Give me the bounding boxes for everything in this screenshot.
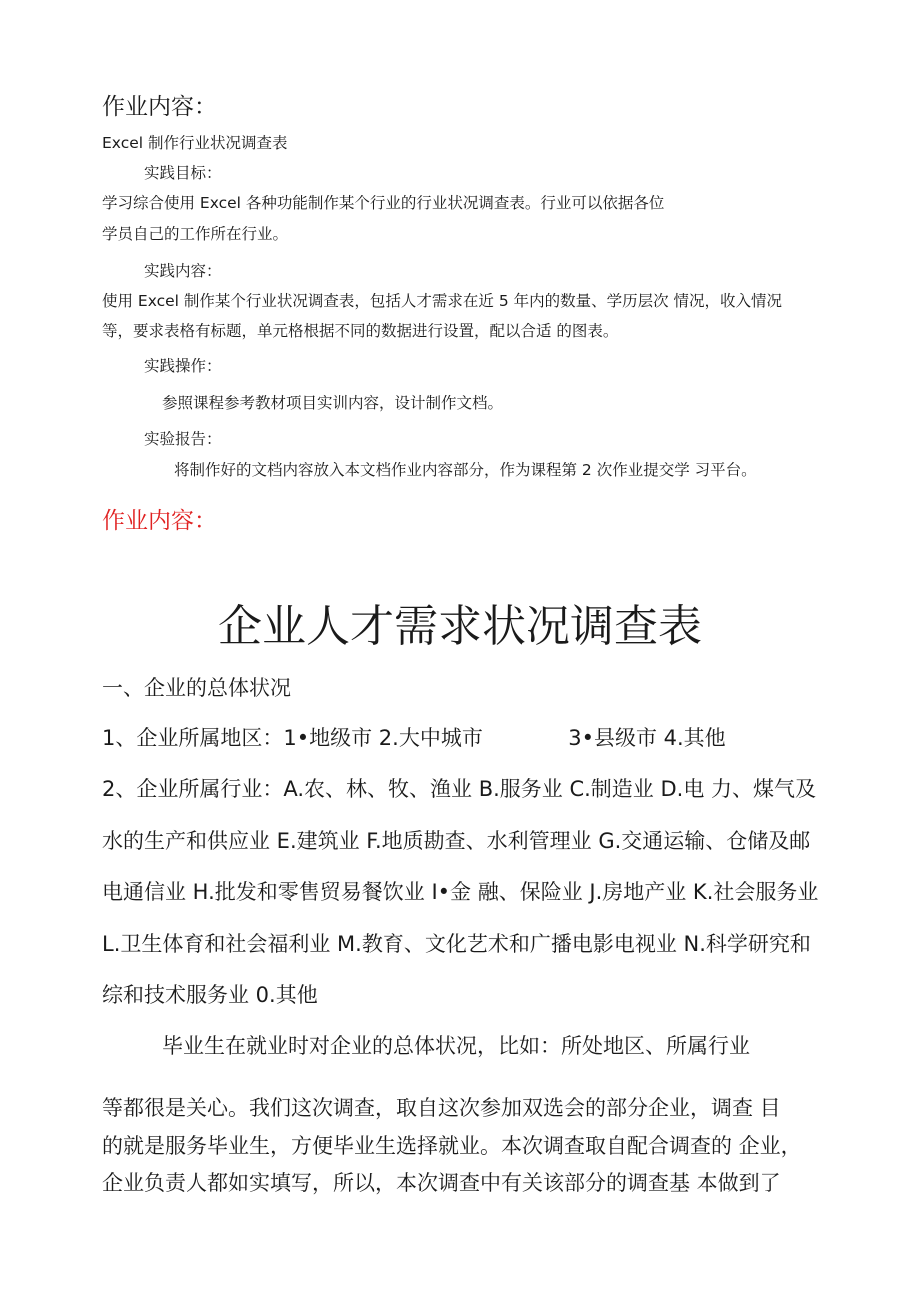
report-text: 将制作好的文档内容放入本文档作业内容部分，作为课程第 2 次作业提交学 习平台。 — [174, 461, 757, 479]
report-label: 实验报告： — [144, 430, 222, 448]
question-1-region — [102, 722, 726, 752]
assignment-heading: 作业内容： — [102, 94, 217, 120]
operation-label: 实践操作： — [144, 357, 222, 375]
paragraph-line-3: 企业负责人都如实填写，所以，本次调查中有关该部分的调查基 本做到了 — [102, 1171, 781, 1195]
operation-text: 参照课程参考教材项目实训内容，设计制作文档。 — [162, 394, 504, 412]
question-2-line-1: 2、企业所属行业：A.农、林、牧、渔业 B.服务业 C.制造业 D.电 力、煤气及 — [102, 777, 816, 801]
content-label: 实践内容： — [144, 262, 222, 280]
question-1-part-b: 3•县级市 4.其他 — [568, 726, 726, 750]
question-2-line-4: L.卫生体育和社会福利业 M.教育、文化艺术和广播电影电视业 N.科学研究和 — [102, 932, 811, 956]
paragraph-first-line: 毕业生在就业时对企业的总体状况，比如：所处地区、所属行业 — [162, 1034, 750, 1058]
question-2-line-2: 水的生产和供应业 E.建筑业 F.地质勘查、水利管理业 G.交通运输、仓储及邮 — [102, 829, 811, 853]
survey-title: 企业人才需求状况调查表 — [218, 601, 702, 652]
goal-text-line-2: 学员自己的工作所在行业。 — [102, 225, 289, 243]
assignment-subtitle: Excel 制作行业状况调查表 — [102, 134, 288, 152]
section-1-heading: 一、企业的总体状况 — [102, 676, 291, 700]
question-1-part-a: 1、企业所属地区：1•地级市 2.大中城市 — [102, 726, 483, 750]
content-text-line-1: 使用 Excel 制作某个行业状况调查表，包括人才需求在近 5 年内的数量、学历层次 情况，收入情况 — [102, 292, 783, 310]
red-heading: 作业内容： — [102, 508, 217, 534]
question-2-line-3: 电通信业 H.批发和零售贸易餐饮业 I•金 融、保险业 J.房地产业 K.社会服务业 — [102, 880, 819, 904]
goal-text-line-1: 学习综合使用 Excel 各种功能制作某个行业的行业状况调查表。行业可以依据各位 — [102, 194, 665, 212]
question-2-line-5: 综和技术服务业 0.其他 — [102, 983, 318, 1007]
content-text-line-2: 等，要求表格有标题，单元格根据不同的数据进行设置，配以合适 的图表。 — [102, 322, 619, 340]
paragraph-line-1: 等都很是关心。我们这次调查，取自这次参加双选会的部分企业，调查 目 — [102, 1096, 781, 1120]
goal-label: 实践目标： — [144, 164, 222, 182]
paragraph-line-2: 的就是服务毕业生，方便毕业生选择就业。本次调查取自配合调查的 企业， — [102, 1134, 802, 1158]
